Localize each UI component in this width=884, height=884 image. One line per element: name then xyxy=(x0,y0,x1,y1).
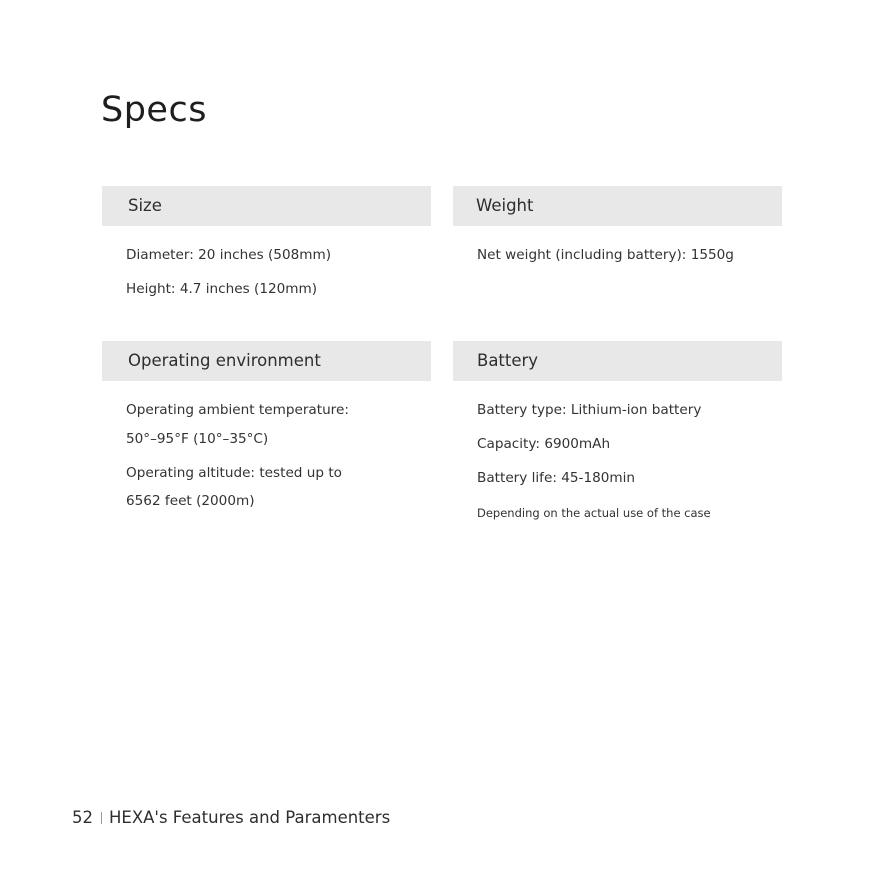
environment-altitude-value: 6562 feet (2000m) xyxy=(126,493,255,509)
size-height: Height: 4.7 inches (120mm) xyxy=(126,281,318,297)
page-footer xyxy=(72,807,390,829)
section-header-label: Operating environment xyxy=(128,351,321,370)
section-header-size xyxy=(102,186,431,226)
section-header-environment xyxy=(102,341,431,381)
battery-note: Depending on the actual use of the case xyxy=(477,506,711,520)
weight-net: Net weight (including battery): 1550g xyxy=(477,247,734,263)
battery-type: Battery type: Lithium-ion battery xyxy=(477,402,702,418)
environment-temperature-label: Operating ambient temperature: xyxy=(126,402,349,418)
section-header-label: Weight xyxy=(476,196,534,215)
environment-temperature-value: 50°–95°F (10°–35°C) xyxy=(126,431,269,447)
page-number: 52 xyxy=(72,808,93,827)
battery-life: Battery life: 45-180min xyxy=(477,470,636,486)
environment-altitude-label: Operating altitude: tested up to xyxy=(126,465,342,481)
section-header-label: Size xyxy=(128,196,162,215)
battery-capacity: Capacity: 6900mAh xyxy=(477,436,611,452)
footer-divider xyxy=(101,812,102,824)
size-diameter: Diameter: 20 inches (508mm) xyxy=(126,247,332,263)
section-header-weight xyxy=(453,186,782,226)
page-title: Specs xyxy=(101,90,207,130)
section-header-label: Battery xyxy=(477,351,539,370)
chapter-title: HEXA's Features and Paramenters xyxy=(109,808,391,827)
section-header-battery xyxy=(453,341,782,381)
